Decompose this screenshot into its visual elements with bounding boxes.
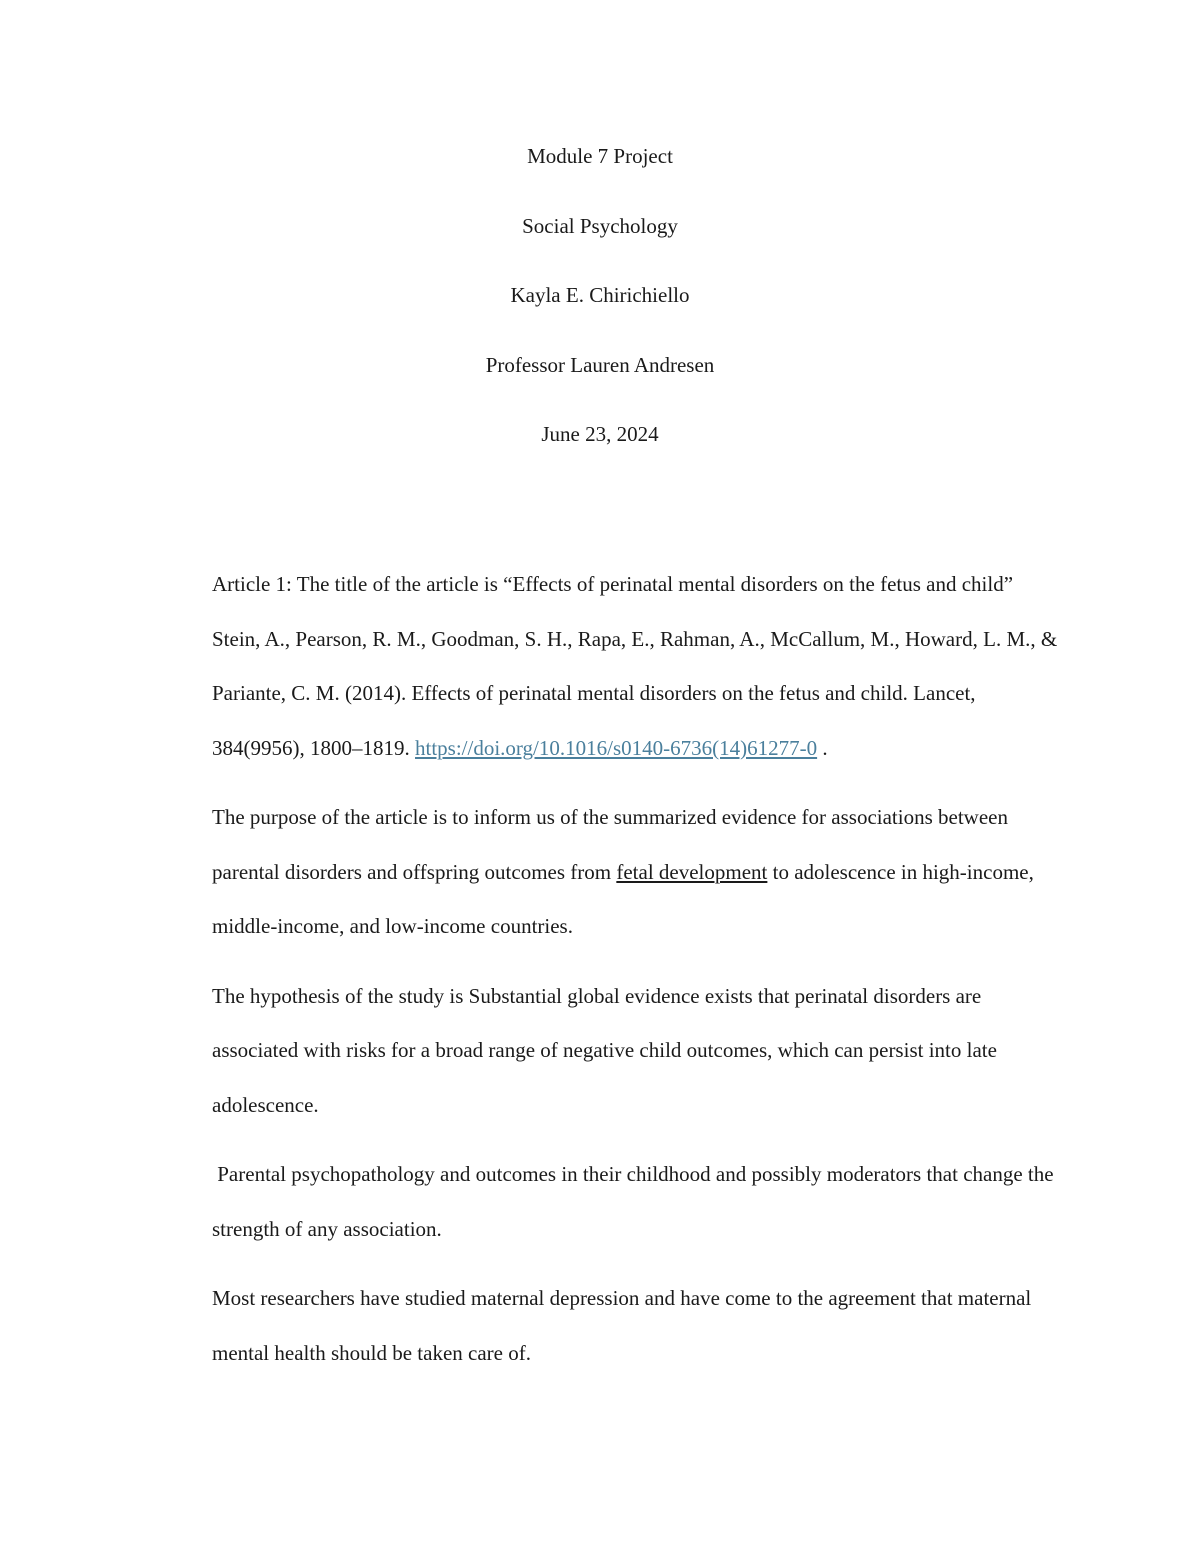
parental-psychopathology-paragraph: Parental psychopathology and outcomes in their childhood and possibly moderators that change the strength of any association. [212,1162,1059,1241]
title-block [0,140,1200,488]
article-1-citation-text: Article 1: The title of the article is “Effects of perinatal mental disorders on the fetus and child” Stein, A., Pearson, R. M., Goodman, S. H., Rapa, E., Rahman, A., McCallum, M., Howard, L. M., & Pariante, C. M. (2014). Effects of perinatal mental disorders on the fetus and child. Lancet, 384(9956), 1800–1819. [212,572,1058,760]
instructor-name: Professor Lauren Andresen [485,352,715,377]
purpose-text-end: to adolescence in high-income, middle-income, and low-income countries. [212,859,1034,938]
citation-end-punctuation: . [817,735,828,760]
paper-title: Module 7 Project [527,144,673,168]
submission-date: June 23, 2024 [541,422,659,446]
article-1-citation-paragraph [212,557,1062,775]
document-body [212,557,1062,1380]
hypothesis-paragraph: The hypothesis of the study is Substantial global evidence exists that perinatal disorders are associated with risks for a broad range of negative child outcomes, which can persist into late adolescence. [212,983,997,1117]
course-name: Social Psychology [522,213,678,238]
purpose-text-start: The purpose of the article is to inform us of the summarized evidence for associations between parental disorders and offspring outcomes from [212,805,1008,884]
author-name: Kayla E. Chirichiello [510,283,690,307]
purpose-paragraph [212,790,1062,954]
fetal-development-underlined: fetal development [616,859,768,884]
researchers-paragraph: Most researchers have studied maternal depression and have come to the agreement that maternal mental health should be taken care of. [212,1286,1032,1365]
doi-link[interactable]: https://doi.org/10.1016/s0140-6736(14)61277-0 [415,735,818,760]
